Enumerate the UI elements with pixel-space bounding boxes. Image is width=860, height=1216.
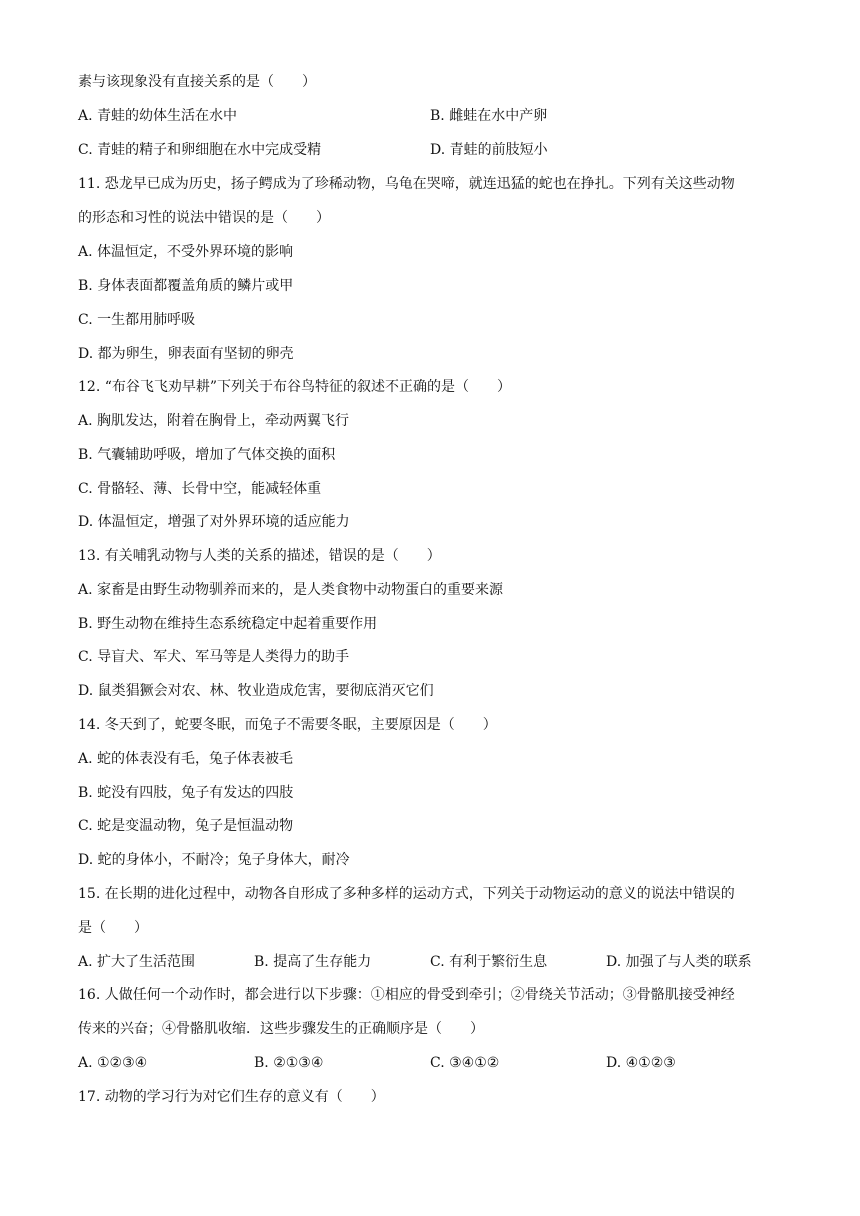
question-14-stem: 14. 冬天到了，蛇要冬眠，而兔子不需要冬眠，主要原因是（ ） [78, 717, 497, 733]
q13-option-a: A. 家畜是由野生动物驯养而来的，是人类食物中动物蛋白的重要来源 [78, 582, 504, 598]
q13-option-b: B. 野生动物在维持生态系统稳定中起着重要作用 [78, 616, 378, 632]
q13-option-d: D. 鼠类猖獗会对农、林、牧业造成危害，要彻底消灭它们 [78, 683, 434, 699]
question-17-stem: 17. 动物的学习行为对它们生存的意义有（ ） [78, 1089, 385, 1105]
question-13-stem: 13. 有关哺乳动物与人类的关系的描述，错误的是（ ） [78, 548, 441, 564]
q15-option-c: C. 有利于繁衍生息 [430, 954, 548, 970]
q10-option-c: C. 青蛙的精子和卵细胞在水中完成受精 [78, 142, 322, 158]
q11-option-b: B. 身体表面都覆盖角质的鳞片或甲 [78, 278, 294, 294]
q14-option-d: D. 蛇的身体小，不耐冷；兔子身体大，耐冷 [78, 852, 350, 868]
q14-option-b: B. 蛇没有四肢，兔子有发达的四肢 [78, 785, 294, 801]
q16-option-d: D. ④①②③ [606, 1055, 676, 1071]
q16-option-a: A. ①②③④ [78, 1055, 148, 1071]
q16-option-b: B. ②①③④ [254, 1055, 324, 1071]
q12-option-a: A. 胸肌发达，附着在胸骨上，牵动两翼飞行 [78, 413, 350, 429]
q12-option-c: C. 骨骼轻、薄、长骨中空，能减轻体重 [78, 481, 322, 497]
question-10-tail: 素与该现象没有直接关系的是（ ） [78, 74, 316, 90]
question-15-stem-line-2: 是（ ） [78, 920, 148, 936]
q10-option-d: D. 青蛙的前肢短小 [430, 142, 548, 158]
q14-option-a: A. 蛇的体表没有毛，兔子体表被毛 [78, 751, 294, 767]
question-15-options-row [78, 952, 778, 972]
question-16-stem-line-1: 16. 人做任何一个动作时，都会进行以下步骤：①相应的骨受到牵引；②骨绕关节活动；③骨骼肌接受神经 [78, 987, 735, 1003]
question-11-stem-line-1: 11. 恐龙早已成为历史，扬子鳄成为了珍稀动物，乌龟在哭啼，就连迅猛的蛇也在挣扎。下列有关这些动物 [78, 176, 735, 192]
q10-option-a: A. 青蛙的幼体生活在水中 [78, 108, 238, 124]
question-10-options-row-2 [78, 140, 778, 160]
q11-option-d: D. 都为卵生，卵表面有坚韧的卵壳 [78, 346, 294, 362]
q11-option-a: A. 体温恒定，不受外界环境的影响 [78, 244, 294, 260]
q15-option-d: D. 加强了与人类的联系 [606, 954, 752, 970]
q12-option-d: D. 体温恒定，增强了对外界环境的适应能力 [78, 514, 350, 530]
q11-option-c: C. 一生都用肺呼吸 [78, 312, 196, 328]
q14-option-c: C. 蛇是变温动物，兔子是恒温动物 [78, 818, 294, 834]
question-16-options-row [78, 1053, 778, 1073]
question-12-stem: 12. “布谷飞飞劝早耕”下列关于布谷鸟特征的叙述不正确的是（ ） [78, 379, 512, 395]
q15-option-a: A. 扩大了生活范围 [78, 954, 196, 970]
question-11-stem-line-2: 的形态和习性的说法中错误的是（ ） [78, 210, 330, 226]
q12-option-b: B. 气囊辅助呼吸，增加了气体交换的面积 [78, 447, 336, 463]
question-10-options-row-1 [78, 106, 778, 126]
question-15-stem-line-1: 15. 在长期的进化过程中，动物各自形成了多种多样的运动方式，下列关于动物运动的意义的说法中错误的 [78, 886, 735, 902]
q15-option-b: B. 提高了生存能力 [254, 954, 372, 970]
q13-option-c: C. 导盲犬、军犬、军马等是人类得力的助手 [78, 649, 350, 665]
question-16-stem-line-2: 传来的兴奋；④骨骼肌收缩．这些步骤发生的正确顺序是（ ） [78, 1021, 484, 1037]
q16-option-c: C. ③④①② [430, 1055, 500, 1071]
q10-option-b: B. 雌蛙在水中产卵 [430, 108, 548, 124]
